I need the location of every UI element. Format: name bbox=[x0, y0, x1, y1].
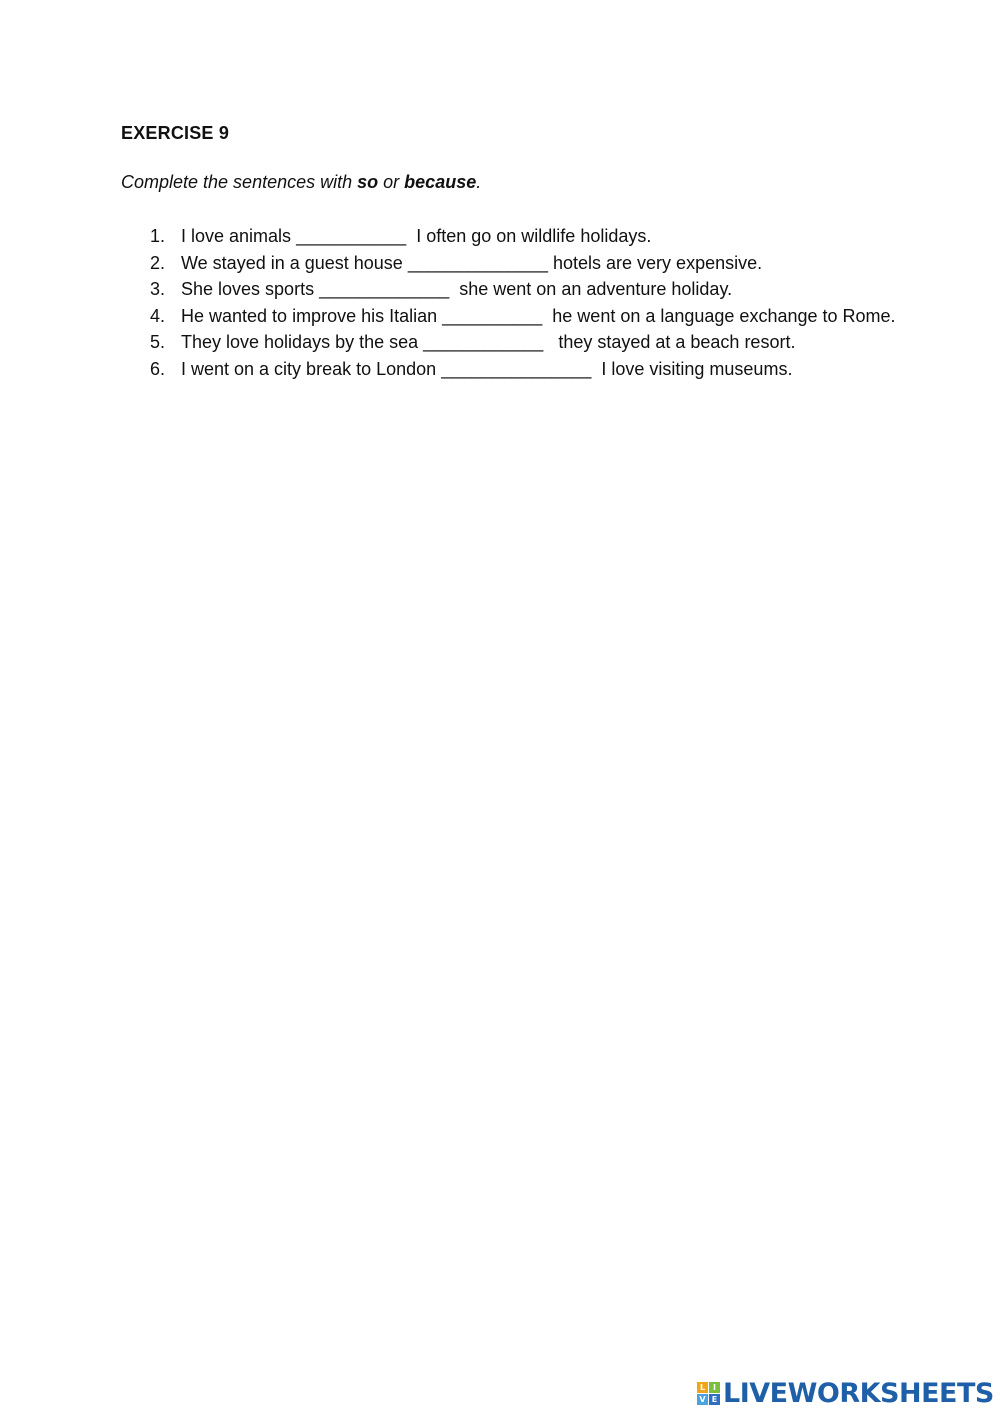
liveworksheets-logo-icon bbox=[697, 1382, 720, 1405]
sentence-item bbox=[150, 303, 910, 330]
item-number: 3. bbox=[150, 279, 166, 300]
answer-blank[interactable]: _____________ bbox=[319, 279, 450, 300]
sentence-start: He wanted to improve his Italian bbox=[181, 305, 438, 326]
sentence-item bbox=[150, 276, 910, 303]
sentence-end: he went on a language exchange to Rome. bbox=[552, 305, 896, 326]
sentence-item bbox=[150, 329, 910, 356]
sentence-end: I love visiting museums. bbox=[601, 358, 793, 379]
item-number: 4. bbox=[150, 305, 166, 326]
sentence-start: I love animals bbox=[181, 226, 292, 246]
sentence-item bbox=[150, 223, 910, 250]
sentence-start: I went on a city break to London bbox=[181, 358, 437, 379]
answer-blank[interactable]: _______________ bbox=[441, 358, 592, 379]
answer-blank[interactable]: ______________ bbox=[407, 252, 548, 273]
sentence-start: They love holidays by the sea bbox=[181, 332, 419, 353]
sentence-start: We stayed in a guest house bbox=[181, 252, 403, 273]
answer-blank[interactable]: ___________ bbox=[296, 226, 407, 246]
logo-tile-l: L bbox=[697, 1382, 708, 1393]
sentence-start: She loves sports bbox=[181, 279, 315, 300]
instruction-suffix: . bbox=[476, 172, 482, 192]
logo-tile-v: V bbox=[697, 1394, 708, 1405]
instruction-middle: or bbox=[378, 172, 405, 192]
sentence-end: she went on an adventure holiday. bbox=[459, 279, 733, 300]
sentence-list bbox=[150, 223, 910, 383]
exercise-title: EXERCISE 9 bbox=[121, 123, 230, 143]
instruction-text bbox=[121, 172, 481, 193]
sentence-item bbox=[150, 356, 910, 383]
item-number: 6. bbox=[150, 358, 166, 379]
sentence-end: hotels are very expensive. bbox=[553, 252, 763, 273]
instruction-prefix: Complete the sentences with bbox=[121, 172, 358, 192]
logo-wordmark: LIVEWORKSHEETS bbox=[723, 1377, 994, 1409]
instruction-word-so: so bbox=[357, 172, 379, 192]
item-number: 5. bbox=[150, 332, 166, 353]
liveworksheets-logo bbox=[697, 1376, 994, 1410]
logo-tile-i: I bbox=[709, 1382, 720, 1393]
answer-blank[interactable]: ____________ bbox=[423, 332, 544, 353]
answer-blank[interactable]: __________ bbox=[442, 305, 543, 326]
item-number: 2. bbox=[150, 252, 166, 273]
sentence-item bbox=[150, 250, 910, 277]
logo-tile-e: E bbox=[709, 1394, 720, 1405]
instruction-word-because: because bbox=[404, 172, 477, 192]
sentence-end: I often go on wildlife holidays. bbox=[416, 226, 652, 246]
item-number: 1. bbox=[150, 226, 166, 246]
sentence-end: they stayed at a beach resort. bbox=[558, 332, 796, 353]
